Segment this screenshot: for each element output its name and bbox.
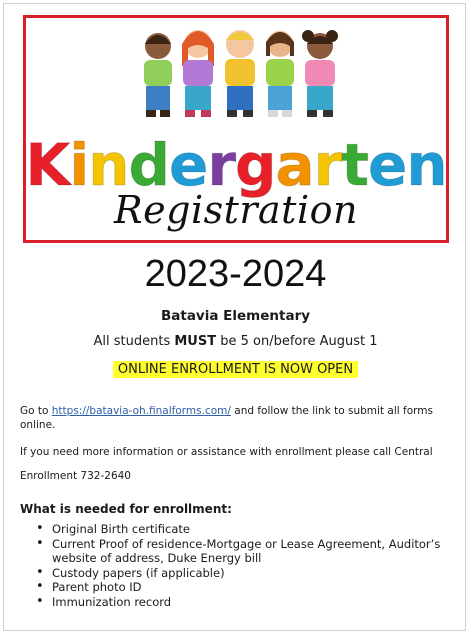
contact-paragraph xyxy=(20,440,450,488)
children-illustration xyxy=(136,24,346,124)
requirements-heading: What is needed for enrollment: xyxy=(20,502,232,516)
online-enrollment-notice: ONLINE ENROLLMENT IS NOW OPEN xyxy=(113,361,358,378)
title-letter: r xyxy=(207,131,235,199)
list-item: • Parent photo ID xyxy=(36,580,446,595)
title-letter: a xyxy=(275,131,314,199)
list-item: • Custody papers (if applicable) xyxy=(36,566,446,581)
title-letter: g xyxy=(234,131,276,199)
goto-prefix: Go to xyxy=(20,405,52,417)
child-figure xyxy=(144,33,172,117)
instructions-paragraph xyxy=(20,404,440,432)
list-item: • Current Proof of residence-Mortgage or Lease Agreement, Auditor’s website of address, Duke Energy bill xyxy=(36,537,446,566)
school-year: 2023-2024 xyxy=(144,253,327,295)
requirements-list xyxy=(36,522,446,609)
title-letter: t xyxy=(341,131,368,199)
title-letter: i xyxy=(69,131,89,199)
contact-line: If you need more information or assistance with enrollment please call Central xyxy=(20,446,433,458)
goto-suffix: and follow the link to submit all forms online. xyxy=(20,405,433,431)
list-item: • Original Birth certificate xyxy=(36,522,446,537)
contact-line: Enrollment 732-2640 xyxy=(20,470,131,482)
title-letter: e xyxy=(368,131,407,199)
kindergarten-banner xyxy=(23,15,449,243)
age-emphasis: MUST xyxy=(174,334,217,349)
age-requirement xyxy=(0,334,471,349)
age-text-after: be 5 on/before August 1 xyxy=(216,334,378,349)
title-letter: r xyxy=(313,131,342,199)
title-letter: e xyxy=(169,131,208,199)
list-item: • Immunization record xyxy=(36,595,446,610)
title-letter: n xyxy=(406,131,447,199)
school-name: Batavia Elementary xyxy=(160,308,311,324)
title-letter: K xyxy=(25,131,70,199)
title-letter: n xyxy=(88,131,129,199)
title-letter: d xyxy=(128,131,170,199)
kindergarten-title xyxy=(25,114,447,199)
finalforms-link[interactable]: https://batavia-oh.finalforms.com/ xyxy=(51,405,231,417)
age-text-before: All students xyxy=(93,334,175,349)
registration-subtitle: Registration xyxy=(114,188,358,232)
